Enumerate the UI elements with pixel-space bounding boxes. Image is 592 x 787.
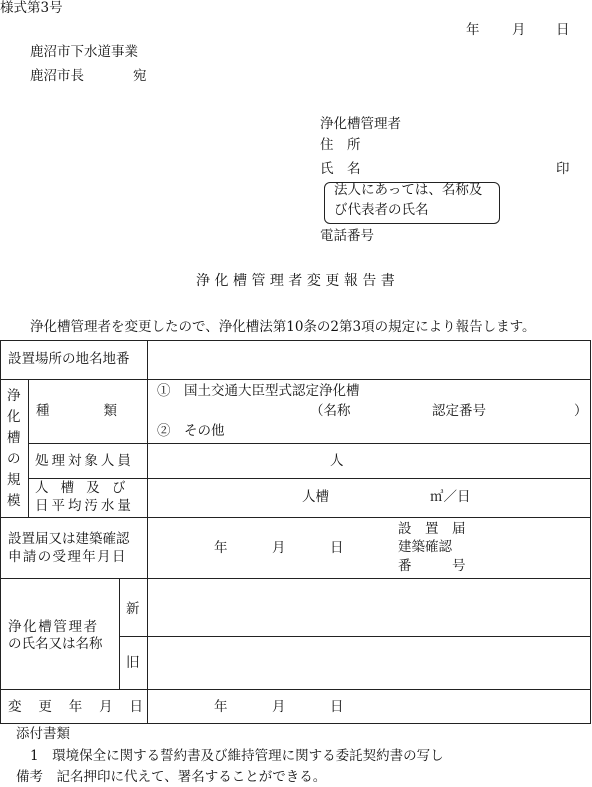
- document-title: 浄化槽管理者変更報告書: [196, 273, 400, 289]
- corporation-note-line2: び代表者の氏名: [334, 202, 429, 218]
- type-option-2[interactable]: ② その他: [157, 423, 225, 439]
- capacity-label-2: 日平均汚水量: [35, 498, 134, 514]
- receipt-label-2: 申請の受理年月日: [8, 549, 127, 565]
- addressee-line1: 鹿沼市下水道事業: [30, 44, 138, 60]
- change-day: 日: [330, 699, 344, 715]
- date-day: 日: [556, 22, 570, 38]
- attachments-heading: 添付書類: [16, 726, 70, 742]
- capacity-unit-volume: ㎥／日: [430, 489, 471, 505]
- change-month: 月: [272, 699, 286, 715]
- scale-char: 規: [7, 472, 21, 488]
- type-name-label: （名称: [310, 403, 351, 419]
- capacity-label-1: 人槽及び: [35, 480, 138, 496]
- name-label: 氏 名: [320, 161, 361, 177]
- manager-old-label: 旧: [126, 655, 140, 671]
- receipt-label-1: 設置届又は建築確認: [8, 531, 130, 547]
- corporation-note-line1: 法人にあっては、名称及: [334, 182, 483, 198]
- addressee-line2: 鹿沼市長: [30, 68, 84, 84]
- addressee-honorific: 宛: [133, 68, 147, 84]
- type-label: 種 類: [36, 403, 117, 419]
- scale-char: 模: [7, 493, 21, 509]
- manager-label-1: 浄化槽管理者: [8, 619, 99, 635]
- intro-text: 浄化槽管理者を変更したので、浄化槽法第10条の2第3項の規定により報告します。: [30, 319, 536, 335]
- attachment-item-1: 1 環境保全に関する誓約書及び維持管理に関する委託契約書の写し: [30, 748, 444, 764]
- remarks: 備考 記名押印に代えて、署名することができる。: [16, 769, 327, 785]
- type-option-1[interactable]: ① 国土交通大臣型式認定浄化槽: [157, 383, 360, 399]
- phone-label: 電話番号: [320, 228, 374, 244]
- receipt-year: 年: [214, 540, 228, 556]
- manager-new-field[interactable]: [150, 582, 586, 632]
- notice-label-3: 番 号: [398, 558, 466, 574]
- receipt-day: 日: [330, 540, 344, 556]
- capacity-unit-persons: 人槽: [302, 489, 329, 505]
- location-label: 設置場所の地名地番: [8, 351, 130, 367]
- scale-char: 浄: [7, 388, 21, 404]
- notice-label-1: 設 置 届: [398, 521, 466, 537]
- address-label: 住 所: [320, 137, 361, 153]
- date-month: 月: [512, 22, 526, 38]
- change-date-label: 変更年月日: [8, 699, 160, 715]
- form-number: 様式第3号: [0, 0, 63, 16]
- manager-label-2: の氏名又は名称: [8, 636, 103, 652]
- type-close-paren: ）: [574, 403, 588, 419]
- scale-char: 槽: [7, 430, 21, 446]
- type-cert-number-label: 認定番号: [432, 403, 486, 419]
- manager-old-field[interactable]: [150, 640, 586, 685]
- change-year: 年: [214, 699, 228, 715]
- seal-mark: 印: [556, 161, 570, 177]
- notice-label-2: 建築確認: [398, 539, 452, 555]
- persons-unit: 人: [330, 453, 344, 469]
- location-field[interactable]: [150, 344, 586, 375]
- date-year: 年: [466, 22, 480, 38]
- receipt-month: 月: [272, 540, 286, 556]
- persons-label: 処理対象人員: [35, 453, 134, 469]
- scale-char: 化: [7, 409, 21, 425]
- manager-new-label: 新: [126, 601, 140, 617]
- applicant-heading: 浄化槽管理者: [320, 116, 401, 132]
- scale-char: の: [7, 451, 21, 467]
